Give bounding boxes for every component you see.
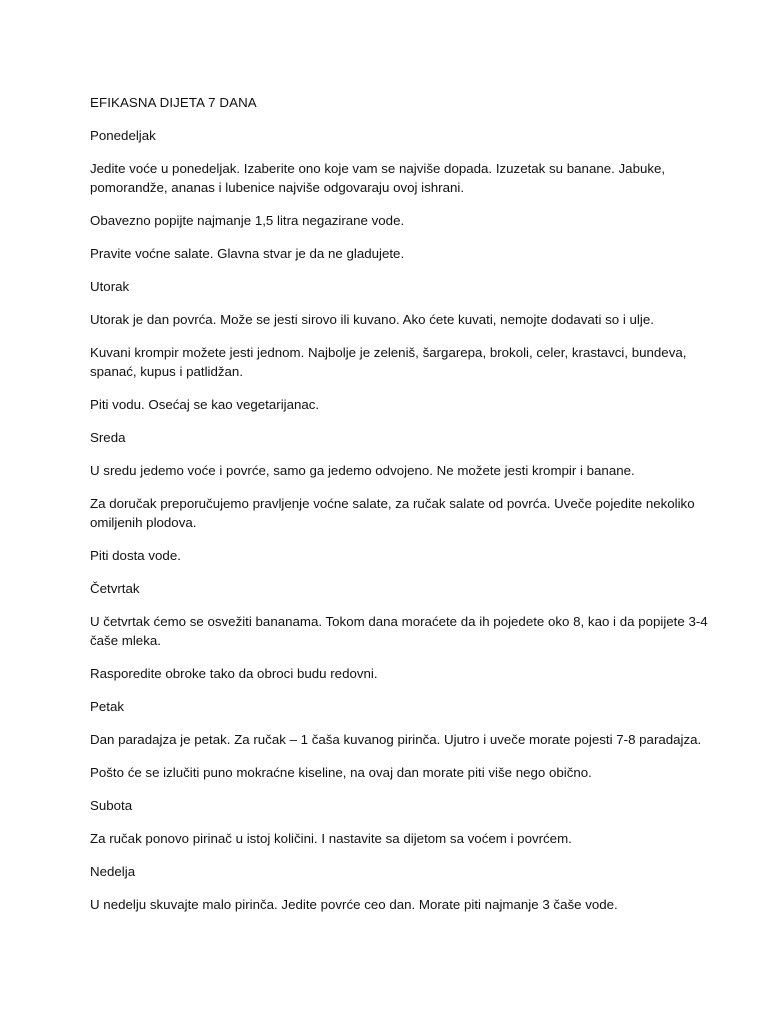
paragraph: U četvrtak ćemo se osvežiti bananama. Tokom dana moraćete da ih pojedete oko 8, kao i da popijete 3-4 čaše mleka. xyxy=(90,614,708,648)
day-heading-wednesday: Sreda xyxy=(90,430,126,445)
paragraph: Za doručak preporučujemo pravljenje voćne salate, za ručak salate od povrća. Uveče pojedite nekoliko omiljenih plodova. xyxy=(90,496,695,530)
paragraph: Piti vodu. Osećaj se kao vegetarijanac. xyxy=(90,397,320,412)
day-heading-monday: Ponedeljak xyxy=(90,128,156,143)
paragraph: Pošto će se izlučiti puno mokraćne kiseline, na ovaj dan morate piti više nego obično. xyxy=(90,765,592,780)
day-heading-tuesday: Utorak xyxy=(90,279,130,294)
paragraph: Za ručak ponovo pirinač u istoj količini. I nastavite sa dijetom sa voćem i povrćem. xyxy=(90,831,572,846)
paragraph: Pravite voćne salate. Glavna stvar je da ne gladujete. xyxy=(90,246,405,261)
paragraph: Kuvani krompir možete jesti jednom. Najbolje je zeleniš, šargarepa, brokoli, celer, krastavci, bundeva, spanać, kupus i patlidžan. xyxy=(90,345,687,379)
paragraph: U nedelju skuvajte malo pirinča. Jedite povrće ceo dan. Morate piti najmanje 3 čaše vode. xyxy=(90,897,618,912)
paragraph: Piti dosta vode. xyxy=(90,548,181,563)
paragraph: U sredu jedemo voće i povrće, samo ga jedemo odvojeno. Ne možete jesti krompir i banane. xyxy=(90,463,635,478)
day-heading-friday: Petak xyxy=(90,699,125,714)
paragraph: Dan paradajza je petak. Za ručak – 1 čaša kuvanog pirinča. Ujutro i uveče morate pojesti 7-8 paradajza. xyxy=(90,732,702,747)
paragraph: Rasporedite obroke tako da obroci budu redovni. xyxy=(90,666,378,681)
day-heading-thursday: Četvrtak xyxy=(90,581,140,596)
paragraph: Utorak je dan povrća. Može se jesti sirovo ili kuvano. Ako ćete kuvati, nemojte dodavati so i ulje. xyxy=(90,312,654,327)
day-heading-sunday: Nedelja xyxy=(90,864,136,879)
paragraph: Jedite voće u ponedeljak. Izaberite ono koje vam se najviše dopada. Izuzetak su banane. Jabuke, pomorandže, ananas i lubenice najviše odgovaraju ovoj ishrani. xyxy=(90,161,666,195)
document-title: EFIKASNA DIJETA 7 DANA xyxy=(90,95,257,110)
paragraph: Obavezno popijte najmanje 1,5 litra negazirane vode. xyxy=(90,213,405,228)
document-page xyxy=(90,93,710,928)
day-heading-saturday: Subota xyxy=(90,798,133,813)
